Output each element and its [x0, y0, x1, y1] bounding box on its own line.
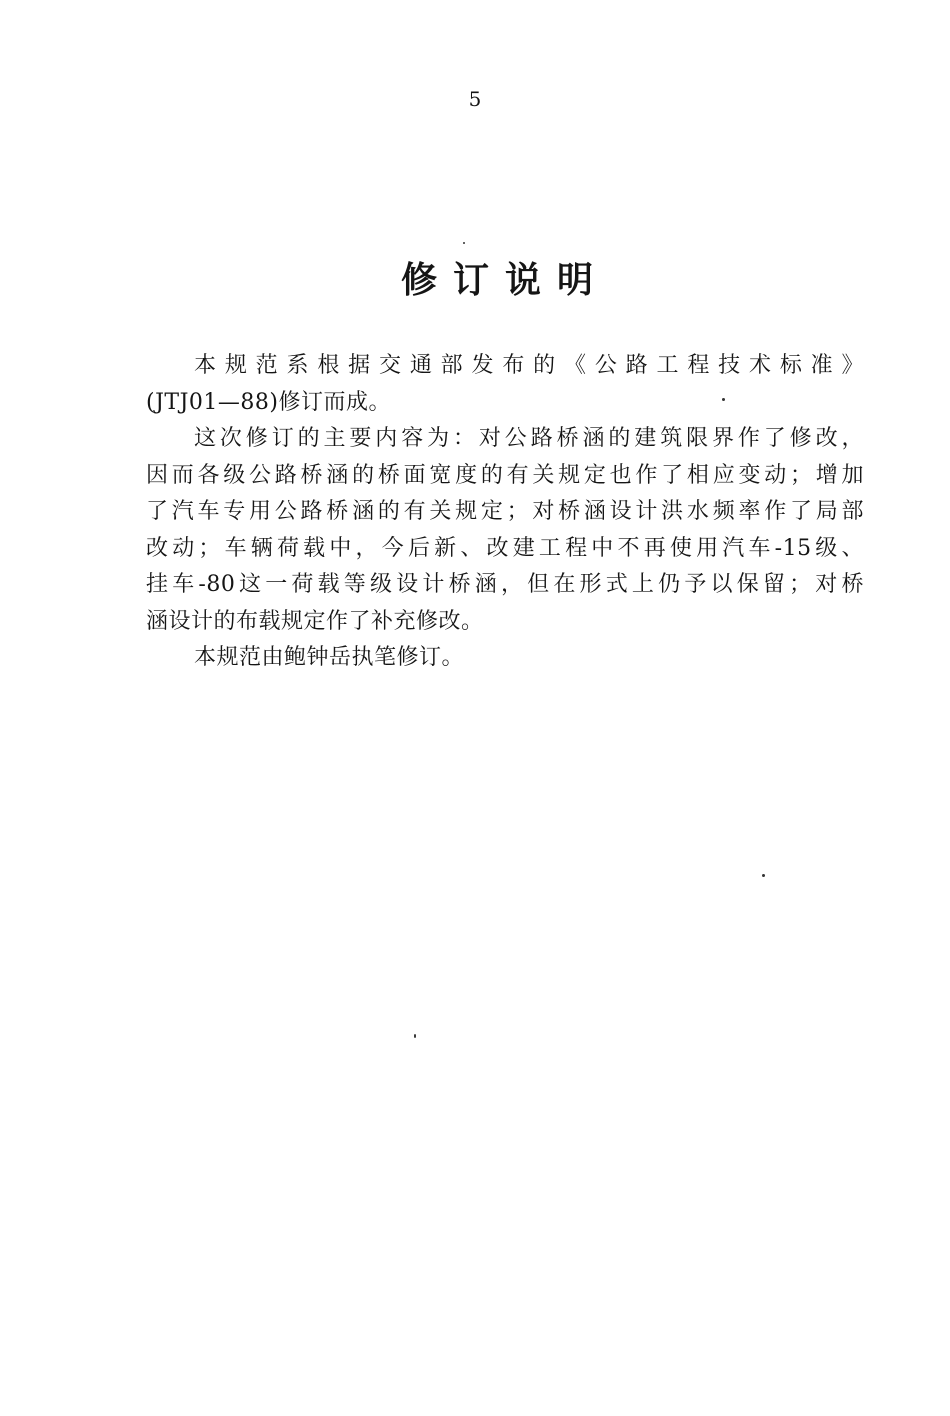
- paragraph-basis: [146, 348, 864, 421]
- scan-speck: [762, 874, 765, 877]
- paragraph-line: 本规范系根据交通部发布的《公路工程技术标准》: [194, 353, 864, 378]
- body-text: [146, 348, 864, 677]
- paragraph-author: [146, 640, 864, 677]
- paragraph-main-content: [146, 421, 864, 640]
- document-title: 修订说明: [400, 259, 609, 301]
- paragraph-line: 本规范由鲍钟岳执笔修订。: [194, 645, 465, 670]
- paragraph-line: 这次修订的主要内容为：对公路桥涵的建筑限界作了修改，: [194, 426, 864, 451]
- paragraph-line: (JTJ01—88)修订而成。: [146, 389, 391, 415]
- paragraph-line: 了汽车专用公路桥涵的有关规定；对桥涵设计洪水频率作了局部: [146, 499, 864, 524]
- scan-speck: [463, 242, 465, 244]
- paragraph-line: 因而各级公路桥涵的桥面宽度的有关规定也作了相应变动；增加: [146, 462, 864, 488]
- paragraph-line: 挂车-80这一荷载等级设计桥涵，但在形式上仍予以保留；对桥: [146, 572, 864, 597]
- paragraph-line: 改动；车辆荷载中，今后新、改建工程中不再使用汽车-15级、: [146, 535, 864, 561]
- page-number: 5: [468, 87, 482, 111]
- scan-speck: [722, 398, 725, 401]
- paragraph-line: 涵设计的布载规定作了补充修改。: [146, 608, 484, 634]
- scan-speck: [414, 1034, 416, 1038]
